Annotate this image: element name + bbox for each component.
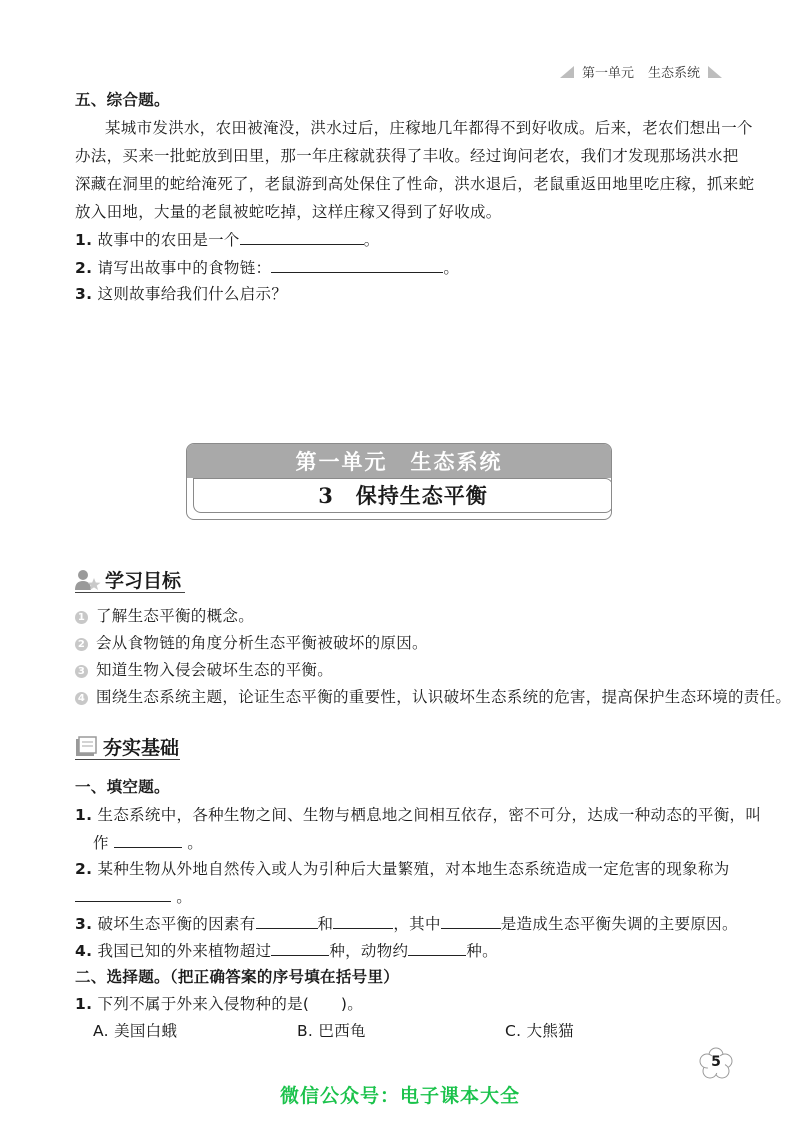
page-number-badge	[697, 1046, 735, 1080]
f4-blank-2[interactable]	[408, 939, 466, 956]
c1-text: 下列不属于外来入侵物种的是( )。	[97, 995, 364, 1013]
f1-line1: 生态系统中，各种生物之间、生物与栖息地之间相互依存，密不可分，达成一种动态的平衡，叫	[97, 806, 762, 824]
title-unit-line: 第一单元 生态系统	[187, 444, 611, 478]
basics-heading	[75, 733, 179, 760]
title-lesson-line: 3 保持生态平衡	[193, 478, 612, 513]
objective-number-badge: 4	[75, 692, 88, 705]
f3-b: 和	[317, 915, 334, 933]
basics-underline	[75, 759, 180, 760]
f3-a: 破坏生态平衡的因素有	[97, 915, 256, 933]
fill-question-1-line-2	[93, 831, 203, 854]
basics-title: 夯实基础	[103, 737, 180, 759]
q2-label: 2.	[75, 259, 93, 277]
f4-a: 我国已知的外来植物超过	[97, 942, 272, 960]
q2-text: 请写出故事中的食物链：	[97, 259, 272, 277]
objective-number-badge: 1	[75, 611, 88, 624]
f2-label: 2.	[75, 860, 93, 878]
objective-text: 会从食物链的角度分析生态平衡被破坏的原因。	[96, 634, 428, 652]
q1-answer-blank[interactable]	[240, 228, 364, 245]
running-header	[560, 62, 722, 81]
f1-answer-blank[interactable]	[114, 831, 182, 848]
objective-number-badge: 2	[75, 638, 88, 651]
objective-item	[75, 605, 254, 627]
lesson-title-box	[186, 443, 612, 520]
header-left-triangle-icon	[560, 66, 574, 78]
objective-text: 围绕生态系统主题，论证生态平衡的重要性，认识破坏生态系统的危害，提高保护生态环境的责任。	[96, 688, 792, 706]
notebook-icon	[75, 736, 97, 758]
f2-line1: 某种生物从外地自然传入或人为引种后大量繁殖，对本地生态系统造成一定危害的现象称为	[97, 860, 730, 878]
fill-question-2-line-1	[75, 858, 730, 880]
f1-line2-b: 。	[187, 834, 204, 852]
choice-option-c[interactable]: C. 大熊猫	[505, 1022, 574, 1040]
objectives-title: 学习目标	[105, 570, 182, 592]
objective-text: 了解生态平衡的概念。	[96, 607, 255, 625]
f4-c: 种。	[466, 942, 498, 960]
objective-text: 知道生物入侵会破坏生态的平衡。	[96, 661, 334, 679]
q1-label: 1.	[75, 231, 93, 249]
person-star-icon	[75, 569, 101, 591]
question-1	[75, 228, 380, 251]
f1-line2-a: 作	[93, 834, 109, 852]
f1-label: 1.	[75, 806, 93, 824]
f3-blank-3[interactable]	[441, 912, 501, 929]
objective-item	[75, 632, 428, 654]
q3-label: 3.	[75, 285, 93, 303]
f3-d: 是造成生态平衡失调的主要原因。	[500, 915, 738, 933]
choice-option-a[interactable]: A. 美国白蛾	[93, 1022, 178, 1040]
fill-heading: 一、填空题。	[75, 778, 170, 796]
choice-option-b[interactable]: B. 巴西龟	[297, 1022, 366, 1040]
choice-heading: 二、选择题。（把正确答案的序号填在括号里）	[75, 968, 400, 986]
header-topic: 生态系统	[647, 66, 700, 81]
q2-end: 。	[443, 259, 460, 277]
section5-heading: 五、综合题。	[75, 91, 170, 109]
f3-label: 3.	[75, 915, 93, 933]
f4-blank-1[interactable]	[271, 939, 329, 956]
page-number: 5	[711, 1054, 721, 1070]
objective-number-badge: 3	[75, 665, 88, 678]
c1-label: 1.	[75, 995, 93, 1013]
passage-line-2: 办法，买来一批蛇放到田里，那一年庄稼就获得了丰收。经过询问老农，我们才发现那场洪水把	[75, 147, 739, 165]
fill-question-3	[75, 912, 738, 935]
f3-c: ，其中	[393, 915, 441, 933]
objective-item	[75, 686, 791, 708]
objectives-underline	[75, 592, 185, 593]
footer-watermark: 微信公众号：电子课本大全	[279, 1085, 520, 1107]
f4-label: 4.	[75, 942, 93, 960]
header-right-triangle-icon	[708, 66, 722, 78]
question-2	[75, 256, 459, 279]
fill-question-4	[75, 939, 498, 962]
f2-line2-b: 。	[176, 888, 193, 906]
q2-answer-blank[interactable]	[271, 256, 443, 273]
q1-text: 故事中的农田是一个	[97, 231, 240, 249]
objectives-heading	[75, 566, 181, 593]
question-3	[75, 283, 287, 305]
passage-line-4: 放入田地，大量的老鼠被蛇吃掉，这样庄稼又得到了好收成。	[75, 203, 502, 221]
objective-item	[75, 659, 333, 681]
fill-question-2-line-2	[75, 885, 192, 908]
choice-question-1	[75, 993, 363, 1015]
passage-line-1: 某城市发洪水，农田被淹没，洪水过后，庄稼地几年都得不到好收成。后来，老农们想出一个	[105, 119, 753, 137]
f4-b: 种，动物约	[329, 942, 409, 960]
header-unit: 第一单元	[581, 66, 634, 81]
f3-blank-1[interactable]	[256, 912, 318, 929]
q3-text: 这则故事给我们什么启示？	[97, 285, 288, 303]
passage-line-3: 深藏在洞里的蛇给淹死了，老鼠游到高处保住了性命，洪水退后，老鼠重返田地里吃庄稼，抓来蛇	[75, 175, 755, 193]
f2-answer-blank[interactable]	[75, 885, 171, 902]
f3-blank-2[interactable]	[333, 912, 393, 929]
q1-end: 。	[363, 231, 380, 249]
fill-question-1-line-1	[75, 804, 761, 826]
